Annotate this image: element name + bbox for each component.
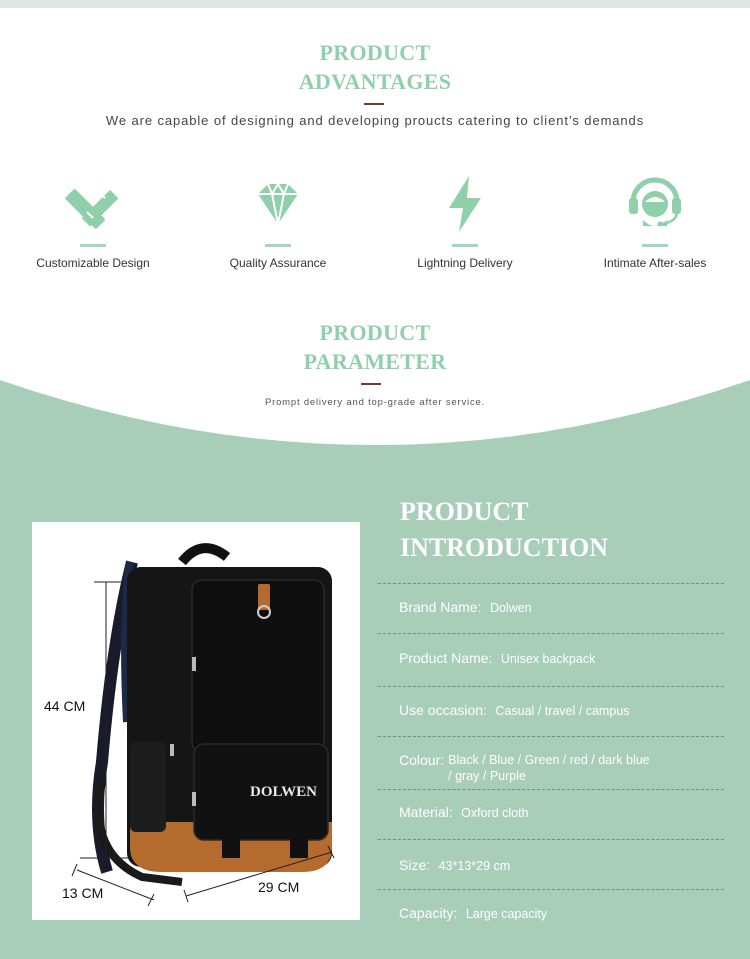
introduction-title-line2: INTRODUCTION — [400, 533, 609, 562]
feature-customizable-design — [3, 172, 183, 270]
product-photo — [32, 522, 360, 920]
width-dimension-label: 29 CM — [258, 879, 300, 895]
param-value: Dolwen — [489, 601, 532, 615]
introduction-title — [400, 494, 608, 566]
parameter-title-line2: PARAMETER — [303, 349, 447, 374]
brand-logo: DOLWEN — [250, 784, 317, 800]
feature-intimate-after-sales — [565, 172, 745, 270]
feature-underline — [642, 244, 668, 247]
param-key: Material: — [399, 804, 453, 820]
feature-label: Customizable Design — [36, 256, 150, 270]
param-row-material — [378, 789, 724, 839]
param-value-line2: / gray / Purple — [448, 769, 526, 783]
lightning-bolt-icon — [435, 172, 495, 236]
top-strip — [0, 0, 750, 8]
feature-lightning-delivery — [375, 172, 555, 270]
advantages-title — [0, 38, 750, 96]
height-dimension-label: 44 CM — [44, 698, 86, 714]
introduction-title-line1: PRODUCT — [400, 497, 529, 526]
advantages-title-line2: ADVANTAGES — [298, 69, 452, 94]
design-pencil-ruler-icon — [63, 172, 123, 236]
headset-support-icon — [625, 172, 685, 236]
param-row-size — [378, 839, 724, 889]
parameter-subtitle: Prompt delivery and top-grade after service. — [264, 397, 485, 408]
param-row-product-name — [378, 633, 724, 686]
param-key: Brand Name: — [399, 599, 482, 615]
feature-underline — [452, 244, 478, 247]
advantages-accent-line — [364, 103, 384, 105]
depth-dimension-label: 13 CM — [62, 885, 104, 901]
advantages-title-line1: PRODUCT — [319, 40, 431, 65]
advantages-subtitle: We are capable of designing and developing proucts catering to client’s demands — [105, 113, 645, 128]
parameter-title — [0, 318, 750, 376]
diamond-icon — [248, 172, 308, 236]
param-row-capacity — [378, 889, 724, 939]
param-key: Colour: — [399, 752, 445, 768]
feature-quality-assurance — [188, 172, 368, 270]
param-row-brand — [378, 583, 724, 633]
param-key: Size: — [399, 857, 431, 873]
param-value: Oxford cloth — [461, 806, 529, 820]
param-row-use-occasion — [378, 686, 724, 736]
param-key: Use occasion: — [399, 702, 487, 718]
feature-label: Intimate After-sales — [603, 256, 707, 270]
param-value: Unisex backpack — [500, 652, 596, 666]
param-value: 43*13*29 cm — [438, 859, 511, 873]
param-key: Capacity: — [399, 905, 458, 921]
feature-underline — [265, 244, 291, 247]
feature-label: Quality Assurance — [229, 256, 327, 270]
param-key: Product Name: — [399, 650, 493, 666]
parameter-title-line1: PRODUCT — [319, 320, 431, 345]
param-value: Casual / travel / campus — [495, 704, 630, 718]
feature-label: Lightning Delivery — [417, 256, 513, 270]
parameter-accent-line — [361, 383, 381, 385]
param-value: Black / Blue / Green / red / dark blue — [448, 753, 650, 767]
param-row-colour — [378, 736, 724, 789]
param-value: Large capacity — [465, 907, 548, 921]
feature-underline — [80, 244, 106, 247]
